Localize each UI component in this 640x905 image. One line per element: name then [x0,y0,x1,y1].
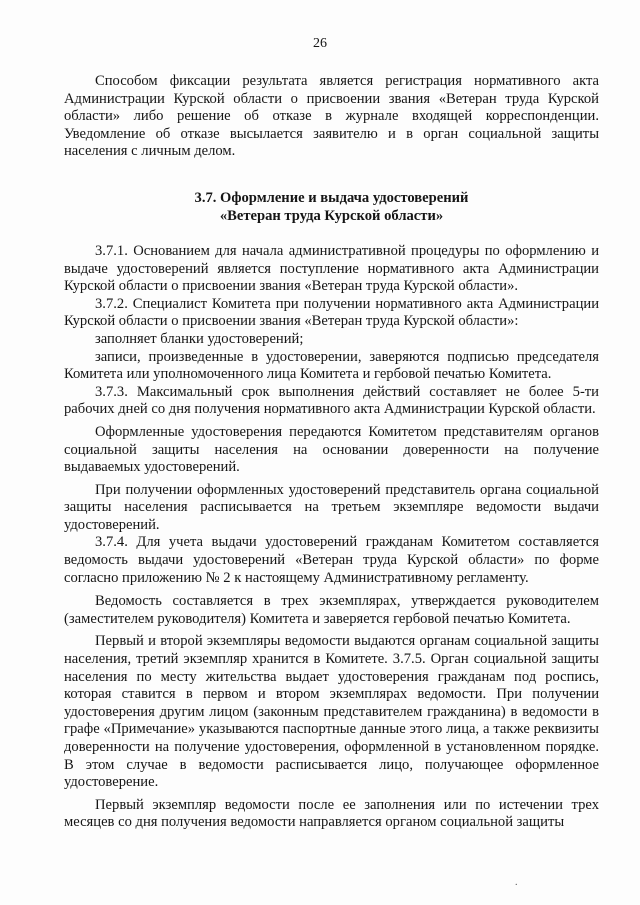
document-body [64,73,599,832]
page-number: 26 [313,36,327,51]
paragraph-receipt: При получении оформленных удостоверений представитель органа социальной защиты населения расписывается на третьем экземпляре ведомости выдачи удостоверений. [64,481,599,533]
paragraph-register-copies: Ведомость составляется в трех экземплярах, утверждается руководителем (заместителем руководителя) Комитета и заверяется гербовой печатью Комитета. [64,593,599,627]
intro-paragraph: Способом фиксации результата является регистрация нормативного акта Администрации Курской области о присвоении звания «Ветеран труда Курской области» либо решение об отказе в журнале входящей корреспонденции. Уведомление об отказе высылается заявителю и в орган социальной защиты населения с личным делом. [64,73,599,160]
scan-mark: . [515,877,518,888]
paragraph-3-7-5: Первый и второй экземпляры ведомости выдаются органам социальной защиты населения, третий экземпляр хранится в Комитете. 3.7.5. Орган социальной защиты населения по месту жительства выдает удостоверения гражданам под роспись, которая ставится в первом и втором экземплярах ведомости. При получении удостоверения другим лицом (законным представителем гражданина) в ведомости в графе «Примечание» указываются паспортные данные этого лица, а также реквизиты доверенности на получение удостоверения, оформленной в установленном порядке. В этом случае в ведомости расписывается лицо, получающее оформленное удостоверение. [64,633,599,791]
paragraph-3-7-2: 3.7.2. Специалист Комитета при получении нормативного акта Администрации Курской области о присвоении звания «Ветеран труда Курской области»: [64,295,599,330]
section-title-line-1: 3.7. Оформление и выдача удостоверений [194,189,469,206]
section-heading [64,189,599,225]
paragraph-3-7-1: 3.7.1. Основанием для начала административной процедуры по оформлению и выдаче удостоверений является поступление нормативного акта Администрации Курской области о присвоении звания «Ветеран труда Курской области». [64,242,599,295]
section-title-line-2: «Ветеран труда Курской области» [219,207,444,224]
paragraph-3-7-4: 3.7.4. Для учета выдачи удостоверений гражданам Комитетом составляется ведомость выдачи удостоверений «Ветеран труда Курской области» по форме согласно приложению № 2 к настоящему Административному регламенту. [64,534,599,586]
paragraph-first-copy: Первый экземпляр ведомости после ее заполнения или по истечении трех месяцев со дня получения ведомости направляется органом социальной защиты [64,796,599,831]
paragraph-signature: записи, произведенные в удостоверении, заверяются подписью председателя Комитета или уполномоченного лица Комитета и гербовой печатью Комитета. [64,348,599,383]
paragraph-3-7-3: 3.7.3. Максимальный срок выполнения действий составляет не более 5-ти рабочих дней со дня получения нормативного акта Администрации Курской области. [64,383,599,418]
paragraph-transfer: Оформленные удостоверения передаются Комитетом представителям органов социальной защиты населения на основании доверенности на получение выдаваемых удостоверений. [64,423,599,476]
paragraph-fill-forms: заполняет бланки удостоверений; [95,330,304,347]
